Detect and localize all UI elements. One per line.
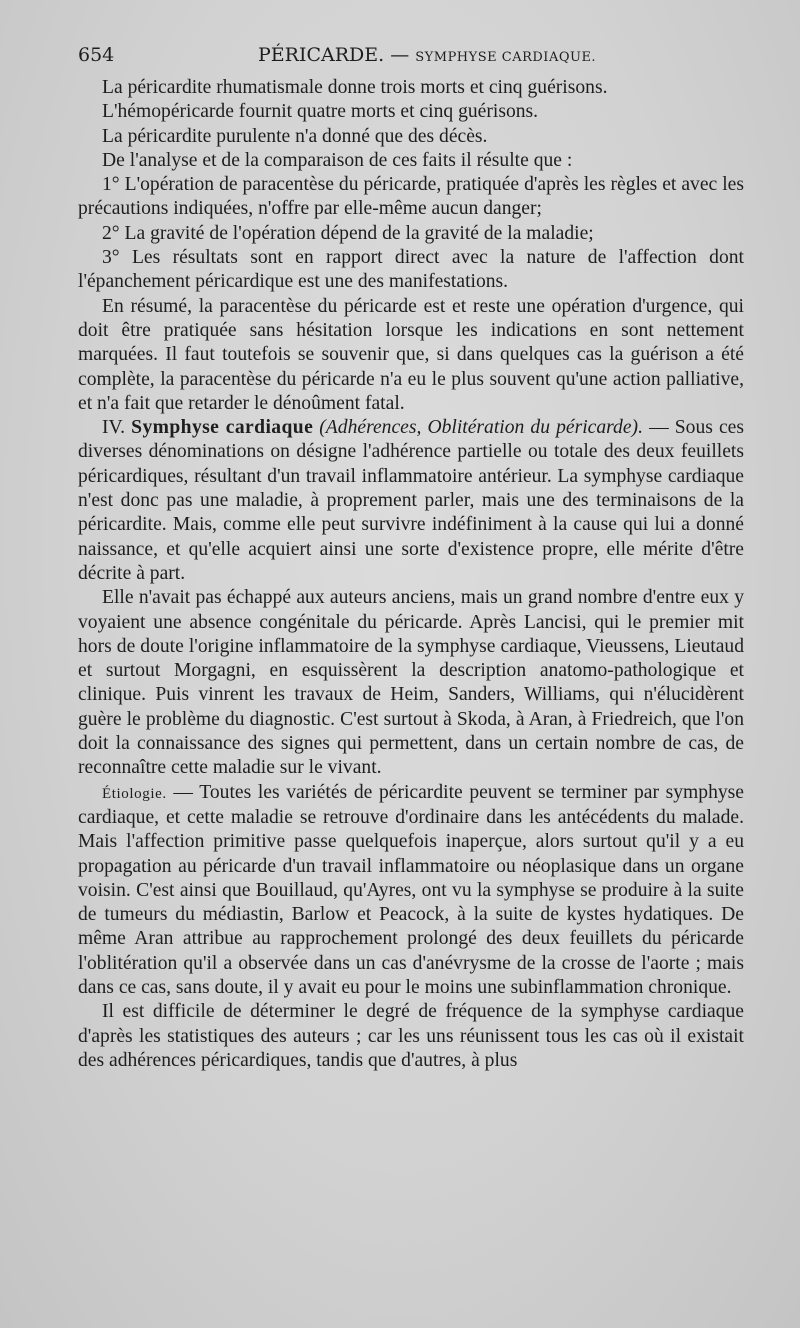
etiology-text: — Toutes les variétés de péricardite peuvent se terminer par symphyse cardiaque, et cette maladie se retrouve d'ordinaire dans les antécédents du malade. Mais l'affection primitive passe quelquefois inaperçue, alors surtout qu'il y a eu propagation au péricarde d'un travail inflammatoire ou néoplasique dans un organe voisin. C'est ainsi que Bouillaud, qu'Ayres, ont vu la symphyse se produire à la suite de tumeurs du médiastin, Barlow et Peacock, à la suite de kystes hydatiques. De même Aran attribue au rapprochement prolongé des deux feuillets du péricarde l'oblitération qu'il a observée dans un cas d'anévrysme de la crosse de l'aorte ; mais dans ce cas, sans doute, il y avait eu pour le moins une subinflammation chronique. — [78, 781, 744, 998]
running-head-subtitle: SYMPHYSE CARDIAQUE. — [415, 50, 597, 65]
paragraph-etiology — [78, 781, 744, 1001]
running-head — [258, 44, 596, 66]
paragraph-hemopericardium: L'hémopéricarde fournit quatre morts et cinq guérisons. — [102, 101, 539, 123]
etiology-label: Étiologie. — [102, 785, 167, 802]
section-symphyse — [78, 416, 744, 586]
running-head-title: PÉRICARDE. — [258, 44, 385, 66]
paragraph-conclusion-1: 1° L'opération de paracentèse du péricarde, pratiquée d'après les règles et avec les précautions indiquées, n'offre par elle-même aucun danger; — [78, 174, 744, 220]
paragraph-summary: En résumé, la paracentèse du péricarde est et reste une opération d'urgence, qui doit être pratiquée sans hésitation lorsque les indications en sont nettement marquées. Il faut toutefois se souvenir que, si dans quelques cas la guérison a été complète, la paracentèse du péricarde n'a eu le plus souvent qu'une action palliative, et n'a fait que retarder le dénoûment fatal. — [78, 295, 744, 414]
paragraph-purulent: La péricardite purulente n'a donné que des décès. — [102, 125, 488, 147]
section-heading: Symphyse cardiaque — [131, 417, 314, 439]
paragraph-rheumatic: La péricardite rhumatismale donne trois morts et cinq guérisons. — [102, 77, 608, 98]
paragraph-history: Elle n'avait pas échappé aux auteurs anciens, mais un grand nombre d'entre eux y voyaient une absence congénitale du péricarde. Après Lancisi, qui le premier mit hors de doute l'origine inflammatoire de la symphyse cardiaque, Vieussens, Lieutaud et surtout Morgagni, en esquissèrent la description anatomo-pathologique et clinique. Puis vinrent les travaux de Heim, Sanders, Williams, qui n'élucidèrent guère le problème du diagnostic. C'est surtout à Skoda, à Aran, à Friedreich, que l'on doit la connaissance des signes qui permettent, dans un certain nombre de cas, de reconnaître cette maladie sur le vivant. — [78, 587, 744, 779]
paragraph-conclusion-2: 2° La gravité de l'opération dépend de la gravité de la maladie; — [102, 222, 594, 244]
paragraph-conclusion-3: 3° Les résultats sont en rapport direct avec la nature de l'affection dont l'épanchement péricardique est une des manifestations. — [78, 247, 744, 293]
body-text — [78, 76, 744, 1073]
page-header — [78, 44, 744, 74]
paragraph-analysis-intro: De l'analyse et de la comparaison de ces faits il résulte que : — [102, 149, 573, 171]
page-number: 654 — [78, 44, 115, 66]
section-intro-text: — Sous ces diverses dénominations on désigne l'adhérence partielle ou totale des deux feuillets péricardiques, résultant d'un travail inflammatoire antérieur. La symphyse cardiaque n'est donc pas une maladie, à proprement parler, mais une des terminaisons de la péricardite. Mais, comme elle peut survivre indéfiniment à la cause qui lui a donné naissance, et qu'elle acquiert ainsi une sorte d'existence propre, elle mérite d'être décrite à part. — [78, 417, 744, 584]
paragraph-frequency: Il est difficile de déterminer le degré de fréquence de la symphyse cardiaque d'après les statistiques des auteurs ; car les uns réunissent tous les cas où il existait des adhérences péricardiques, tandis que d'autres, à plus — [78, 1001, 744, 1071]
section-number: IV. — [102, 417, 126, 439]
running-head-separator: — — [384, 44, 416, 66]
section-subheading: (Adhérences, Oblitération du péricarde). — [319, 417, 643, 439]
